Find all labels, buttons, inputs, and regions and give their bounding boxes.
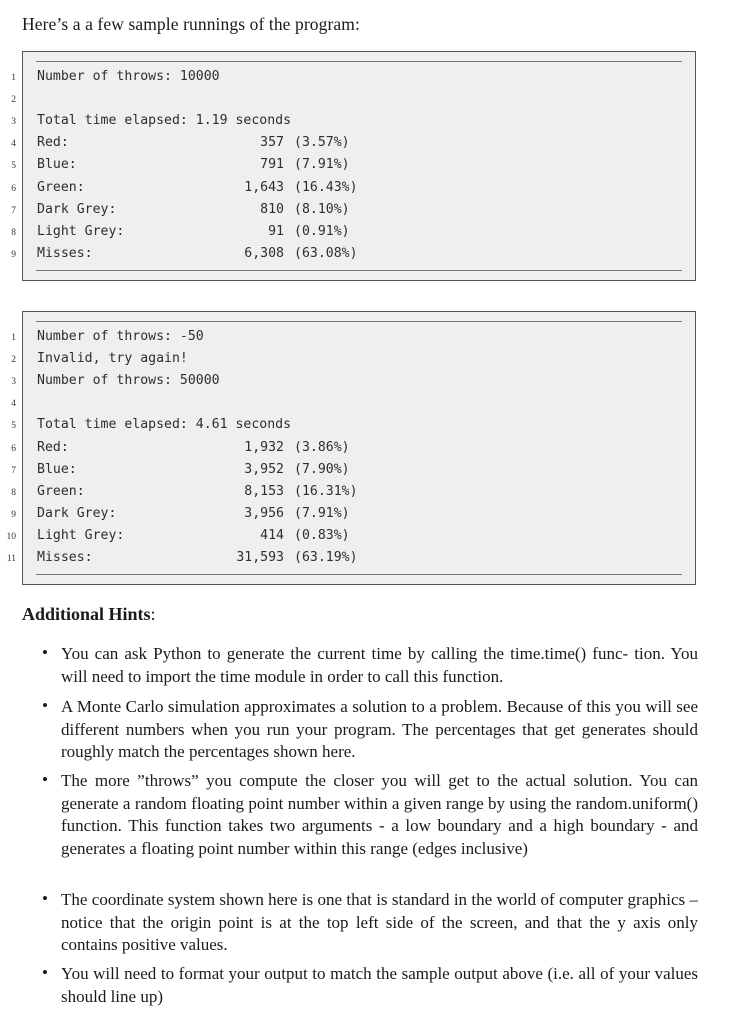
result-label: Dark Grey: (37, 505, 117, 521)
hint-text: You can ask Python to generate the current time by calling the time.time() func- tion. You will need to import the time module in order to call this function. (61, 644, 698, 686)
code-line (11, 505, 695, 527)
hint-text: The coordinate system shown here is one that is standard in the world of computer graphics – notice that the origin point is at the top left side of the screen, and that the y axis only contains positive values. (61, 890, 698, 954)
result-percent: (3.57%) (294, 135, 350, 151)
line-number: 4 (11, 139, 16, 150)
result-count: 357 (260, 135, 284, 151)
result-percent: (7.91%) (294, 505, 350, 521)
bullet-icon: • (42, 643, 48, 662)
line-number: 5 (11, 161, 16, 172)
code-rule-bottom (36, 574, 682, 575)
result-count: 3,952 (244, 461, 284, 477)
hints-heading: Additional Hints: (22, 604, 156, 624)
result-count: 1,643 (244, 179, 284, 195)
code-rule-bottom (36, 270, 682, 271)
result-label: Light Grey: (37, 223, 125, 239)
code-line (11, 461, 695, 483)
line-number: 7 (11, 465, 16, 476)
line-number: 4 (11, 399, 16, 410)
result-label: Green: (37, 179, 85, 195)
line-number: 1 (11, 73, 16, 83)
result-percent: (0.91%) (294, 223, 350, 239)
result-percent: (7.90%) (294, 461, 350, 477)
line-number: 7 (11, 205, 16, 216)
bullet-icon: • (42, 770, 48, 789)
code-line (11, 134, 695, 156)
bullet-icon: • (42, 696, 48, 715)
code-text: Number of throws: 10000 (37, 69, 220, 84)
line-number: 9 (11, 509, 16, 520)
sample-output-1 (11, 51, 696, 281)
line-number: 11 (6, 554, 16, 564)
code-line (11, 483, 695, 505)
result-label: Dark Grey: (37, 201, 117, 217)
code-line (11, 68, 695, 90)
line-number: 5 (11, 421, 16, 432)
line-number: 10 (6, 531, 16, 542)
code-text: Total time elapsed: 1.19 seconds (37, 113, 292, 129)
result-count: 31,593 (236, 550, 284, 565)
line-number: 6 (11, 183, 16, 194)
line-number: 3 (11, 377, 16, 388)
result-percent: (16.31%) (294, 483, 358, 499)
hint-text: You will need to format your output to match the sample output above (i.e. all of your values should line up) (61, 964, 698, 1006)
bullet-icon: • (42, 963, 48, 982)
code-text: Total time elapsed: 4.61 seconds (37, 417, 292, 433)
code-text: Invalid, try again! (37, 351, 188, 367)
code-line (11, 90, 695, 112)
line-number: 2 (11, 95, 16, 106)
result-count: 791 (260, 157, 284, 173)
result-count: 810 (260, 201, 284, 217)
bullet-icon: • (42, 889, 48, 908)
code-rule-top (36, 61, 682, 62)
code-line (11, 201, 695, 223)
result-percent: (8.10%) (294, 201, 350, 217)
result-count: 91 (268, 223, 284, 239)
line-number: 2 (11, 355, 16, 366)
code-line (11, 112, 695, 134)
code-text: Number of throws: -50 (37, 329, 204, 344)
code-line (11, 439, 695, 461)
result-label: Green: (37, 483, 85, 499)
result-count: 8,153 (244, 483, 284, 499)
result-percent: (63.19%) (294, 550, 358, 565)
sample-output-2 (6, 311, 696, 585)
code-line (6, 527, 695, 549)
hint-text: The more ”throws” you compute the closer you will get to the actual solution. You can generate a random floating point number within a given range by using the random.uniform() function. This function takes two arguments - a low boundary and a high boundary - and generates a floating point number within this range (edges inclusive) (61, 771, 698, 858)
code-line (6, 549, 695, 571)
result-label: Blue: (37, 461, 77, 477)
result-percent: (63.08%) (294, 245, 358, 261)
result-count: 6,308 (244, 245, 284, 261)
result-percent: (3.86%) (294, 439, 350, 455)
result-label: Light Grey: (37, 527, 125, 543)
code-line (11, 416, 695, 438)
code-line (11, 372, 695, 394)
result-percent: (7.91%) (294, 157, 350, 173)
code-line (11, 245, 695, 267)
code-line (11, 223, 695, 245)
code-rule-top (36, 321, 682, 322)
line-number: 8 (11, 227, 16, 238)
code-line (11, 179, 695, 201)
result-label: Red: (37, 439, 69, 455)
code-line (11, 394, 695, 416)
code-line (11, 350, 695, 372)
hint-text: A Monte Carlo simulation approximates a solution to a problem. Because of this you will see different numbers when you run your program. The percentages that get generates should roughly match the percentages shown here. (61, 697, 698, 761)
line-number: 6 (11, 443, 16, 454)
code-line (11, 156, 695, 178)
code-text: Number of throws: 50000 (37, 373, 220, 389)
line-number: 8 (11, 487, 16, 498)
line-number: 3 (11, 117, 16, 128)
line-number: 1 (11, 333, 16, 343)
code-line (11, 328, 695, 350)
result-percent: (16.43%) (294, 179, 358, 195)
result-label: Blue: (37, 157, 77, 173)
result-label: Misses: (37, 550, 93, 565)
result-label: Misses: (37, 245, 93, 261)
result-count: 1,932 (244, 439, 284, 455)
result-label: Red: (37, 135, 69, 151)
result-count: 3,956 (244, 505, 284, 521)
result-percent: (0.83%) (294, 527, 350, 543)
result-count: 414 (260, 527, 284, 543)
intro-text: Here’s a a few sample runnings of the program: (22, 14, 360, 34)
line-number: 9 (11, 249, 16, 260)
